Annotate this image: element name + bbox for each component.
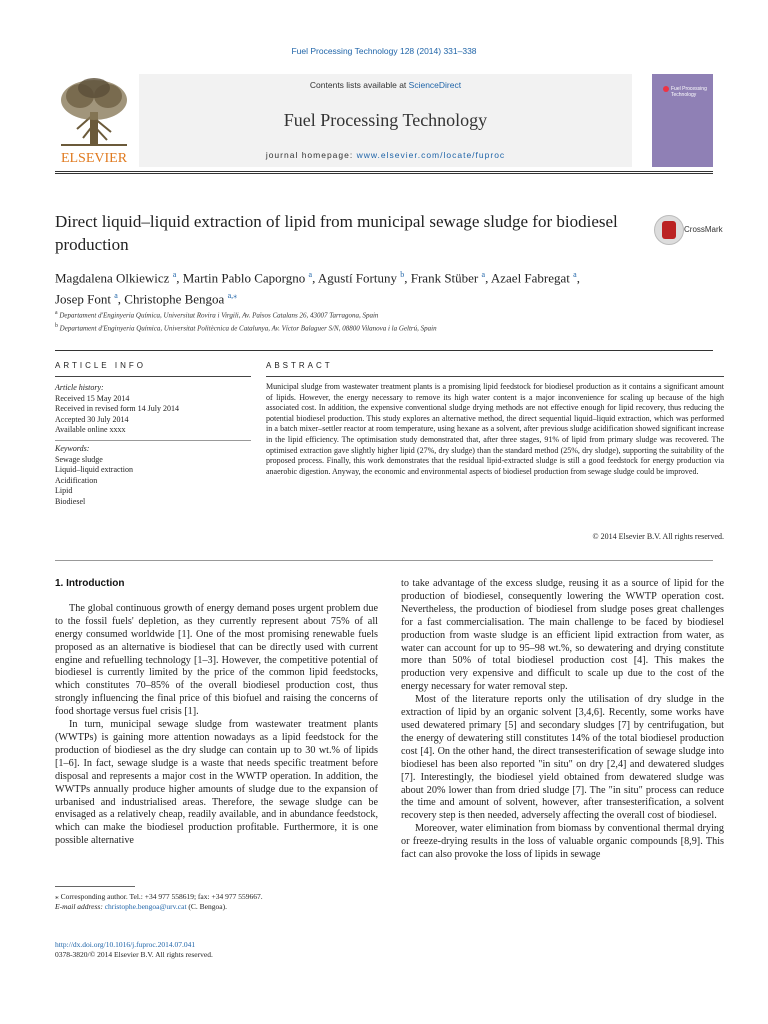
- author-affiliation-mark[interactable]: a: [308, 270, 313, 279]
- abstract-heading: ABSTRACT: [266, 361, 333, 370]
- elsevier-wordmark: ELSEVIER: [60, 151, 128, 166]
- corresponding-author-line: ⁎ Corresponding author. Tel.: +34 977 558619; fax: +34 977 559667.: [55, 892, 263, 901]
- homepage-prefix: journal homepage:: [265, 150, 357, 160]
- keyword: Acidification: [55, 475, 98, 485]
- issn-line: 0378-3820/© 2014 Elsevier B.V. All rights reserved.: [55, 950, 213, 959]
- affiliation: [55, 321, 695, 334]
- crossmark-label: CrossMark: [684, 225, 723, 234]
- sciencedirect-link[interactable]: ScienceDirect: [408, 80, 462, 90]
- article-info-panel: [55, 383, 251, 508]
- cover-title: Fuel Processing Technology: [671, 86, 707, 98]
- author-affiliation-mark[interactable]: a,⁎: [227, 291, 238, 301]
- homepage-link[interactable]: www.elsevier.com/locate/fuproc: [356, 150, 506, 160]
- article-title: Direct liquid–liquid extraction of lipid from municipal sewage sludge for biodiesel production: [55, 212, 618, 254]
- author-affiliation-mark[interactable]: a: [114, 291, 118, 301]
- publication-info: [55, 940, 385, 960]
- body-paragraph: In turn, municipal sewage sludge from wastewater treatment plants (WWTPs) is gaining more attention nowadays as a lipid feedstock for the production of biodiesel as the dry sludge can contain up to 30 wt.% of lipids [1–6]. In fact, sewage sludge is a waste that needs specific treatment before disposal and represents a major cost in the WWTP operation. In addition, the WWTPs annually produce higher amounts of sludge due to the expansion of urbanised and industrialised areas. Therefore, the sewage sludge can be envisaged as a relatively cheap, readily available, and in abundance feedstock, which can make the biodiesel production profitable. Furthermore, it is one possible alternative: [55, 719, 378, 847]
- affiliation-text: Departament d'Enginyeria Química, Universitat Politècnica de Catalunya, Av. Víctor Balaguer S/N, 08800 Vilanova i la Geltrú, Spain: [59, 324, 437, 333]
- author-name[interactable]: Frank Stüber: [410, 270, 479, 286]
- journal-banner: [139, 74, 632, 167]
- affiliation-text: Departament d'Enginyeria Química, Universitat Rovira i Virgili, Av. Països Catalans 26, 43007 Tarragona, Spain: [59, 311, 379, 320]
- body-divider: [55, 560, 713, 561]
- abstract-text: Municipal sludge from wastewater treatment plants is a promising lipid feedstock for biodiesel production as it contains a significant amount of lipids. However, the energy necessary to remove its high water content is a major inconvenience for scaling up because of the high associated cost. In addition, the expensive conventional sludge drying methods are not effective enough for lipid recovery, thus reducing the potential biodiesel production. This study explores an alternative method, the direct sequential liquid–liquid extraction, which was performed in a batch mixer–settler reactor at room temperature, using hexane as a solvent, after previous sludge acidification showed significant increase in the lipid efficiency. The optimisation study demonstrated that, after three stages, 91% of lipid from primary sludge was recovered. The optimised extraction gave slightly higher lipid (27%, dry sludge) than the standard method (25%, dry sludge), supporting the suitability of the proposed process. Finally, this work demonstrates that the residual lipid-extracted sludge is still a good feedstock for energy production via anaerobic digestion. Anyway, the economic and environmental aspects of biodiesel production from sewage sludge could be improved.: [266, 382, 724, 476]
- author-name[interactable]: Magdalena Olkiewicz: [55, 270, 170, 286]
- homepage-line: [139, 150, 632, 160]
- header-rule: [55, 171, 713, 172]
- article-info-rule: [55, 376, 251, 377]
- author-affiliation-mark[interactable]: a: [573, 270, 577, 279]
- author-affiliation-mark[interactable]: b: [400, 270, 405, 279]
- body-paragraph: The global continuous growth of energy demand poses urgent problem due to the fossil fuels' depletion, as they currently represent about 75% of all energy consumed worldwide [1]. One of the most promising renewable fuels proposed as an alternative is biodiesel that can be directly used with current engine and refuelling technology [1–3]. However, the competitive potential of biodiesel is currently limited by the price of the common lipid feedstocks, which constitutes 70–85% of the overall biodiesel production cost, thus strongly influencing the final price of this biofuel and raising the concerns of food shortage versus fuel crisis [1].: [55, 602, 378, 718]
- email-suffix: (C. Bengoa).: [186, 902, 227, 911]
- author-name[interactable]: Azael Fabregat: [490, 270, 570, 286]
- journal-name: Fuel Processing Technology: [283, 110, 488, 130]
- history-label: Article history:: [55, 383, 104, 392]
- abstract-rule: [266, 376, 724, 377]
- elsevier-logo[interactable]: [55, 74, 133, 167]
- history-item: Available online xxxx: [55, 425, 126, 435]
- elsevier-tree-icon: [55, 74, 133, 167]
- email-link[interactable]: christophe.bengoa@urv.cat: [104, 902, 187, 911]
- body-paragraph: to take advantage of the excess sludge, reusing it as a source of lipid for the production of biodiesel, consequently lowering the WWTP operation cost. Nevertheless, the production of biodiesel from sludge poses great challenges for a fast commercialisation. The main challenge to be faced by biodiesel production from waste sludge is an efficient lipid extraction from water, as water can account for up to 95–98 wt.%, so dewatering and drying constitute more than 50% of total biodiesel production cost [4]. This makes the production very expensive and difficult to scale up due to the cost of the energy necessary for water removal step.: [401, 578, 724, 693]
- author-list: Magdalena Olkiewicz $^a$, Martin Pablo Caporgno $^a$, Agustí Fortuny $^b$, Frank Stüber $^a$, Azael Fabregat $^a$, Josep Font $^a$, Christophe Bengoa $^{a,⁎}$: [55, 270, 580, 307]
- body-right-column: [401, 578, 724, 862]
- keyword: Liquid–liquid extraction: [55, 465, 133, 475]
- contents-line: [139, 80, 632, 90]
- body-paragraph: Moreover, water elimination from biomass by conventional thermal drying or freeze-drying results in the loss of valuable organic compounds [8,9]. This fact can also provoke the loss of lipids in sewage: [401, 823, 724, 861]
- affiliation-mark: b: [55, 323, 58, 330]
- article-info-heading: ARTICLE INFO: [55, 361, 146, 370]
- cover-logo-icon: [663, 86, 669, 92]
- author-name[interactable]: Josep Font: [55, 291, 111, 307]
- doi-link[interactable]: http://dx.doi.org/10.1016/j.fuproc.2014.07.041: [55, 940, 196, 949]
- keyword: Sewage sludge: [55, 454, 103, 464]
- email-label: E-mail address:: [55, 902, 105, 911]
- history-item: Accepted 30 July 2014: [55, 414, 129, 424]
- history-item: Received in revised form 14 July 2014: [55, 404, 179, 414]
- info-separator: [55, 440, 251, 441]
- keyword: Biodiesel: [55, 496, 86, 506]
- author-name[interactable]: Martin Pablo Caporgno: [182, 270, 306, 286]
- affiliation: [55, 308, 695, 321]
- footnote-rule: [55, 886, 135, 887]
- crossmark-icon: [654, 215, 684, 245]
- body-left-column: [55, 578, 378, 848]
- keyword: Lipid: [55, 486, 73, 496]
- journal-cover-thumbnail[interactable]: [652, 74, 713, 167]
- author-name[interactable]: Agustí Fortuny: [317, 270, 397, 286]
- header-rule-2: [55, 173, 713, 174]
- history-item: Received 15 May 2014: [55, 393, 130, 403]
- journal-citation[interactable]: Fuel Processing Technology 128 (2014) 331–338: [291, 46, 477, 56]
- email-line: [55, 902, 385, 912]
- author-affiliation-mark[interactable]: a: [481, 270, 486, 279]
- corresponding-author-footnote: [55, 892, 385, 912]
- contents-prefix: Contents lists available at: [309, 80, 409, 90]
- keywords-label: Keywords:: [55, 443, 90, 453]
- author-affiliation-mark[interactable]: a: [172, 270, 177, 279]
- affiliation-mark: a: [55, 310, 58, 316]
- section-heading: 1. Introduction: [55, 578, 125, 589]
- section-divider: [55, 350, 713, 351]
- body-paragraph: Most of the literature reports only the utilisation of dry sludge in the extraction of lipid by an organic solvent [3,4,6]. Recently, some works have used dewatered primary [5] and secondary sludges [7] by centrifugation, but the energy of dewatering still constitutes 14% of the total biodiesel production cost [4]. On the other hand, the direct transesterification of sewage sludge into biodiesel has been also reported "in situ" on dry [2,4] and dewatered sludges [7]. Interestingly, the biodiesel yield obtained from dewatered sludge was about 20% lower than from dried sludge [7]. The "in situ" process can reduce the time and amount of solvent, however, after transesterification, a solvent recovery step is then needed, adversely affecting the overall cost of biodiesel.: [401, 694, 724, 822]
- author-name[interactable]: Christophe Bengoa: [124, 291, 225, 307]
- abstract-copyright: © 2014 Elsevier B.V. All rights reserved.: [592, 532, 724, 541]
- journal-masthead: [55, 74, 632, 167]
- crossmark-button[interactable]: [654, 215, 734, 245]
- affiliations: [55, 308, 695, 335]
